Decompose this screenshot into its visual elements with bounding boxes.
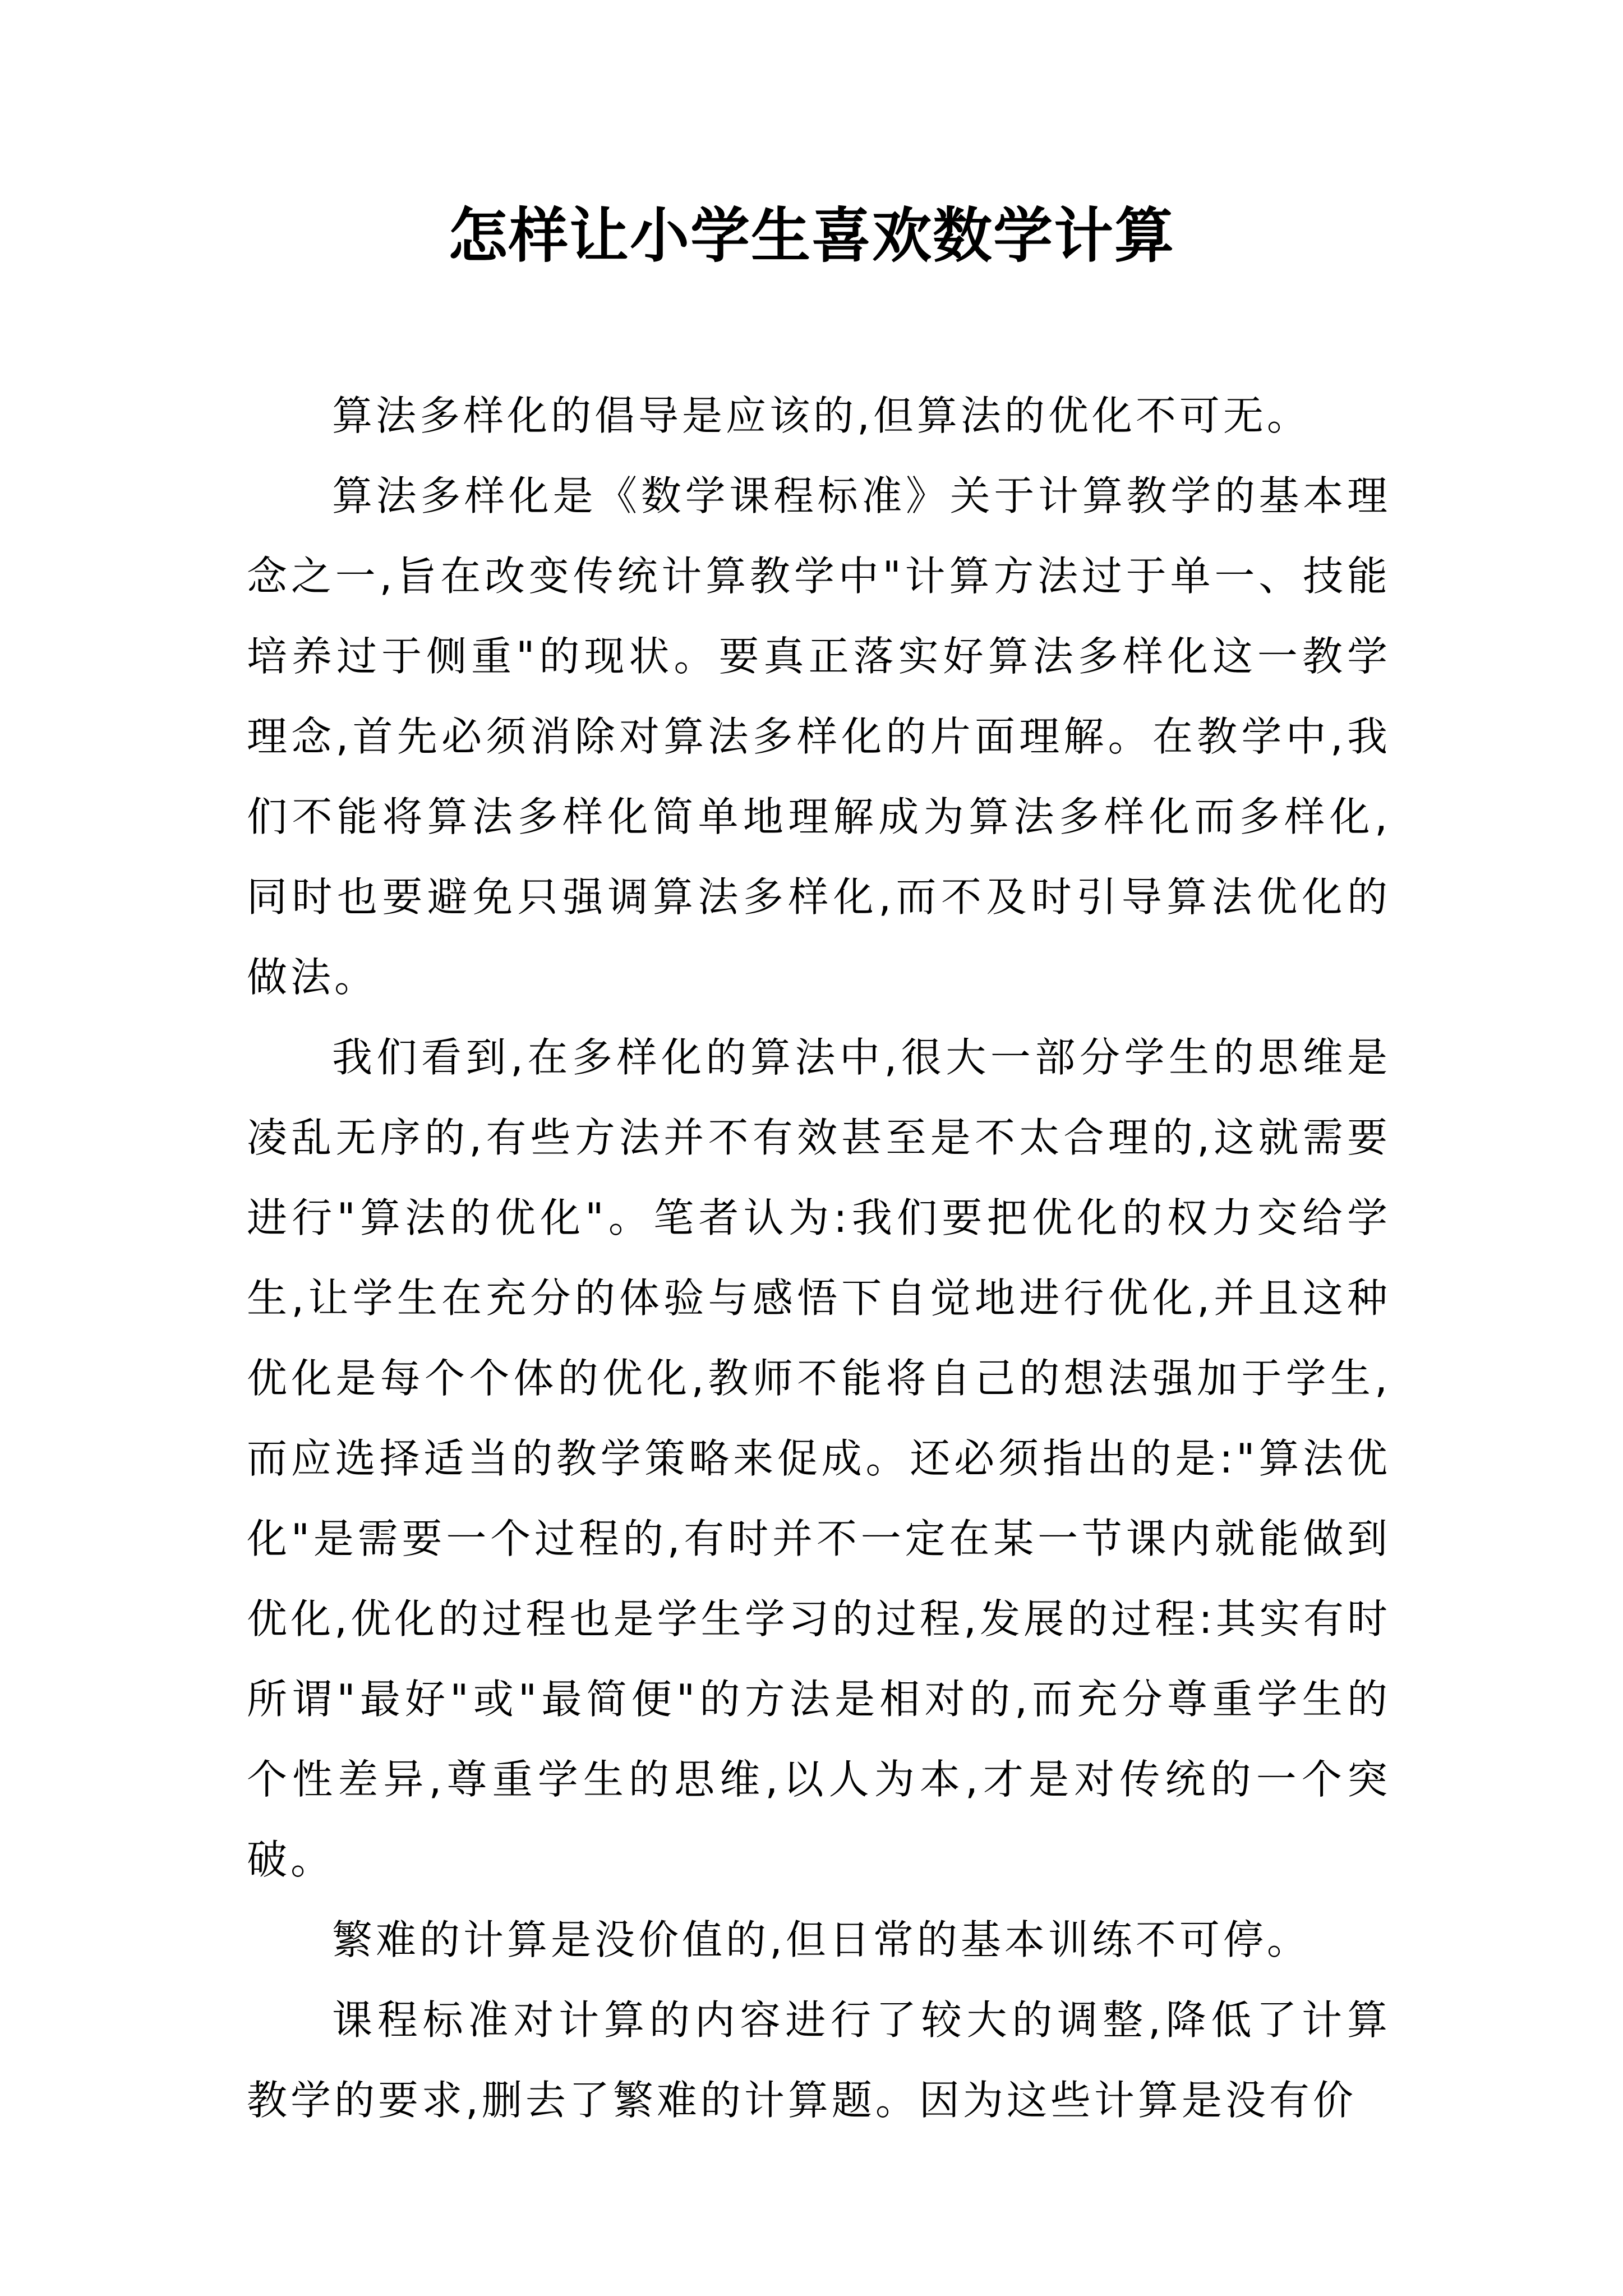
- document-title: 怎样让小学生喜欢数学计算: [448, 200, 1175, 270]
- paragraph-algorithm-optimization-heading: 算法多样化的倡导是应该的,但算法的优化不可无。: [332, 392, 1311, 439]
- paragraph-algorithm-diversity: 算法多样化是《数学课程标准》关于计算教学的基本理念之一,旨在改变传统计算教学中"计算方法过于单一、技能培养过于侧重"的现状。要真正落实好算法多样化这一教学理念,首先必须消除对算法多样化的片面理解。在教学中,我们不能将算法多样化简单地理解成为算法多样化而多样化,同时也要避免只强调算法多样化,而不及时引导算法优化的做法。: [247, 472, 1391, 1001]
- paragraph-curriculum-standard: 课程标准对计算的内容进行了较大的调整,降低了计算教学的要求,删去了繁难的计算题。因为这些计算是没有价: [247, 1996, 1391, 2124]
- document-body: [247, 376, 1391, 2141]
- paragraph-basic-training-heading: 繁难的计算是没价值的,但日常的基本训练不可停。: [332, 1916, 1311, 1963]
- paragraph-algorithm-optimization: 我们看到,在多样化的算法中,很大一部分学生的思维是凌乱无序的,有些方法并不有效甚至是不太合理的,这就需要进行"算法的优化"。笔者认为:我们要把优化的权力交给学生,让学生在充分的体验与感悟下自觉地进行优化,并且这种优化是每个个体的优化,教师不能将自己的想法强加于学生,而应选择适当的教学策略来促成。还必须指出的是:"算法优化"是需要一个过程的,有时并不一定在某一节课内就能做到优化,优化的过程也是学生学习的过程,发展的过程:其实有时所谓"最好"或"最简便"的方法是相对的,而充分尊重学生的个性差异,尊重学生的思维,以人为本,才是对传统的一个突破。: [247, 1034, 1391, 1883]
